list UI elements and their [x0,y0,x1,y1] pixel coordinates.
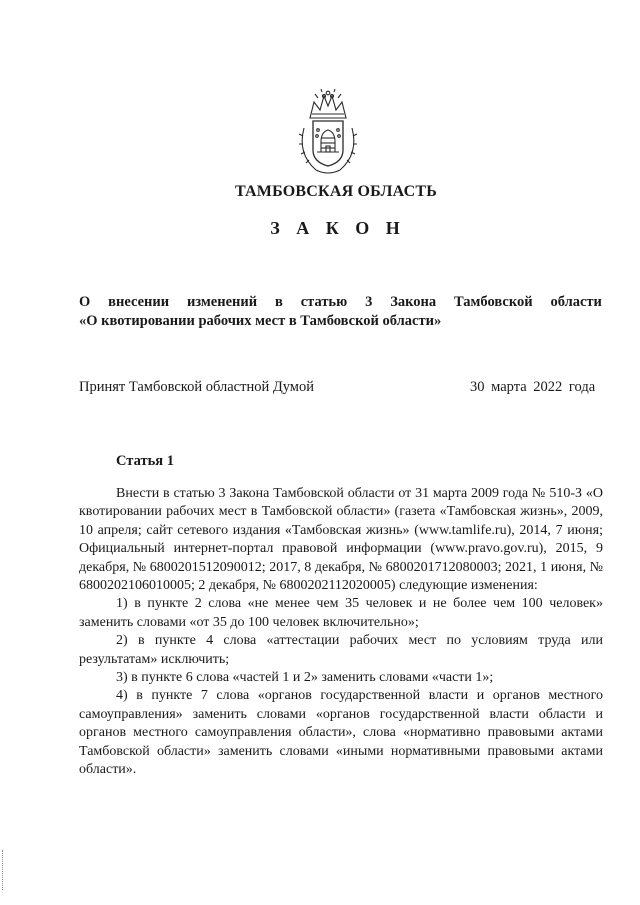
subject-word: О [79,294,91,310]
article-paragraph: 4) в пункте 7 слова «органов государственной власти и органов местного самоуправления» заменить словами «органов государственной власти области и органов местного самоуправления области», слова «нормативно правовыми актами Тамбовской области» заменить словами «иными нормативными правовыми актами области». [79,688,603,778]
adopted-date: 30 марта 2022 года [470,379,596,395]
subject-word: статью [300,294,348,310]
article-title: Статья 1 [116,453,174,469]
region-heading: ТАМБОВСКАЯ ОБЛАСТЬ [234,183,438,200]
article-paragraph: 2) в пункте 4 слова «аттестации рабочих мест по условиям труда или результатам» исключить; [79,633,603,667]
law-subject-line-2: «О квотировании рабочих мест в Тамбовской области» [79,313,442,329]
subject-word: Закона [390,294,437,310]
article-paragraph: 3) в пункте 6 слова «частей 1 и 2» заменить словами «части 1»; [116,670,494,686]
law-subject [79,293,602,331]
subject-word: области [550,294,602,310]
article-paragraph: Внести в статью 3 Закона Тамбовской области от 31 марта 2009 года № 510-З «О квотировании рабочих мест в Тамбовской области» (газета «Тамбовская жизнь», 2009, 10 апреля; сайт сетевого издания «Тамбовская жизнь» (www.tamlife.ru), 2014, 7 июня; Официальный интернет-портал правовой информации (www.pravo.gov.ru), 2015, 9 декабря, № 6800201512090012; 2017, 8 декабря, № 6800201712080003; 2021, 1 июня, № 6800202106010005; 2 декабря, № 6800202112020005) следующие изменения: [79,486,603,594]
law-subject-line-1 [79,293,602,312]
scan-margin-mark [2,850,5,890]
adopted-by: Принят Тамбовской областной Думой [79,379,314,395]
subject-word: в [274,294,283,310]
document-type-heading: З А К О Н [270,218,406,238]
subject-word: внесении [108,294,170,310]
article-body [79,485,603,780]
subject-word: изменений [186,294,258,310]
tambov-coat-of-arms-icon [296,88,360,176]
subject-word: 3 [365,294,373,310]
subject-word: Тамбовской [453,294,533,310]
article-paragraph: 1) в пункте 2 слова «не менее чем 35 человек и не более чем 100 человек» заменить словами «от 35 до 100 человек включительно»; [79,596,603,630]
